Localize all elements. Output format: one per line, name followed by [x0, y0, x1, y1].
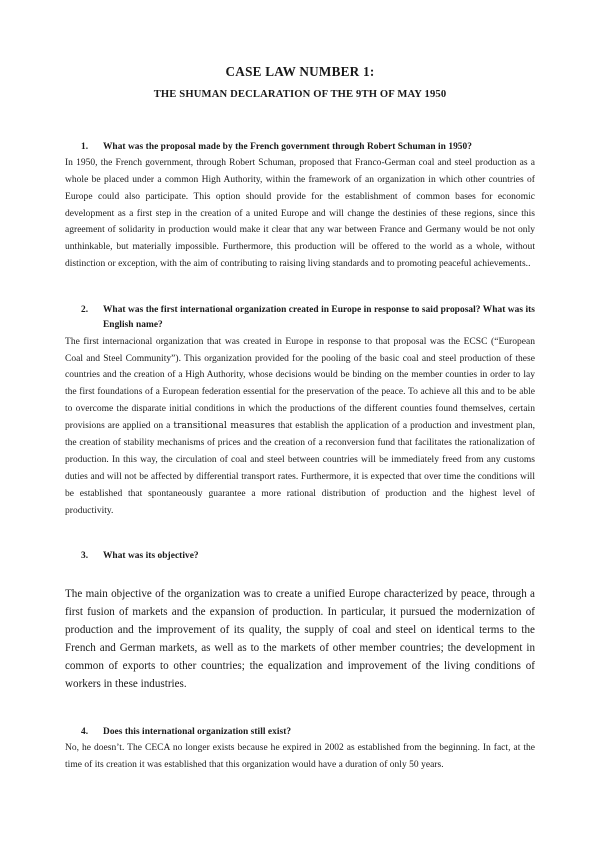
answer-paragraph-4: No, he doesn’t. The CECA no longer exists because he expired in 2002 as established from the beginning. In fact, at the time of its creation it was established that this organization would have a duration of only 50 years.: [65, 742, 535, 770]
title-block: [65, 0, 535, 102]
question-text-1: What was the proposal made by the French government through Robert Schuman in 1950?: [103, 141, 473, 152]
question-text-4: Does this international organization still exist?: [103, 726, 292, 737]
question-number-3: 3.: [81, 550, 89, 561]
answer-2-emphasis: transitional measures: [173, 421, 275, 432]
answer-2-part-1: The first internacional organization that was created in Europe in response to that proposal was the ECSC (“European Coal and Steel Community”). This organization provided for the pooling of the basic coal and steel production of these countries and the creation of a High Authority, whose decisions would be binding on the member counties in order to lay the first foundations of a European federation essential for the preservation of the peace. To achieve all this and to be able to overcome the disparate initial conditions in which the productions of the different counties found themselves, certain provisions are applied on a: [65, 336, 535, 432]
question-text-3: What was its objective?: [103, 550, 199, 561]
question-text-2: What was the first international organization created in Europe in response to said proposal? What was its English name?: [103, 305, 535, 331]
question-heading-2: [65, 303, 535, 333]
question-number-4: 4.: [81, 726, 89, 737]
page-title: CASE LAW NUMBER 1:: [225, 64, 375, 79]
answer-paragraph-1: In 1950, the French government, through Robert Schuman, proposed that Franco-German coal and steel production as a whole be placed under a common High Authority, within the framework of an organization in which other countries of Europe could also participate. This option should provide for the establishment of common bases for economic development as a first step in the creation of a united Europe and will change the destinies of these regions, since this agreement of solidarity in production would make it clear that any war between France and Germany would be not only unthinkable, but materially impossible. Furthermore, this production will be offered to the world as a whole, without distinction or exception, with the aim of contributing to raising living standards and to promoting peaceful achievements..: [65, 157, 535, 270]
question-number-1: 1.: [81, 141, 89, 152]
question-heading-1: [65, 140, 535, 155]
question-number-2: 2.: [81, 305, 89, 316]
question-heading-4: [65, 725, 535, 740]
answer-2-part-2: that establish the application of a production and investment plan, the creation of stability mechanisms of prices and the creation of a reconversion fund that facilitates the rationalization of production. In this way, the circulation of coal and steel between countries will be immediately freed from any customs duties and will not be affected by differential transport rates. Furthermore, it is expected that over time the conditions will be established that spontaneously guarantee a more rational distribution of production and the highest level of productivity.: [65, 421, 535, 516]
answer-paragraph-3: The main objective of the organization was to create a unified Europe characterized by peace, through a first fusion of markets and the expansion of production. In particular, it pursued the modernization of production and the improvement of its quality, the supply of coal and steel on identical terms to the French and German markets, as well as to the markets of other member countries; the development in common of exports to other countries; the equalization and improvement of the living conditions of workers in these industries.: [65, 587, 535, 690]
question-heading-3: [65, 549, 535, 564]
answer-paragraph-2: [65, 334, 535, 520]
page-subtitle: THE SHUMAN DECLARATION OF THE 9TH OF MAY 1950: [153, 88, 447, 100]
